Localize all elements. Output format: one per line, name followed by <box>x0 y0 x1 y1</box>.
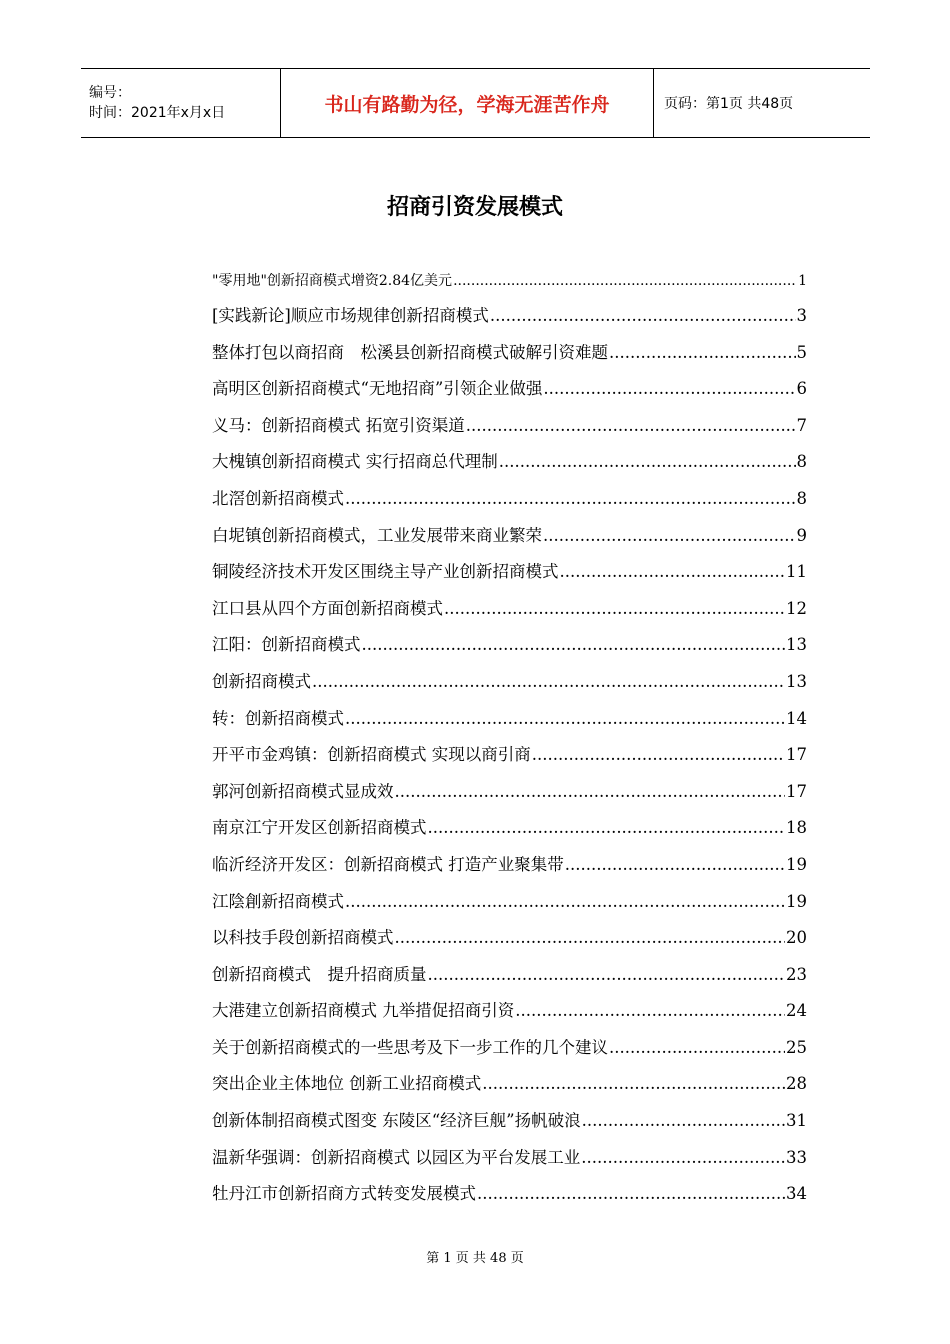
toc-entry-page: 17 <box>786 745 807 765</box>
toc-entry-title: 温新华强调：创新招商模式 以园区为平台发展工业 <box>212 1147 581 1167</box>
toc-entry-page: 3 <box>796 306 807 325</box>
toc-leader-dots <box>490 306 796 325</box>
toc-entry[interactable] <box>212 741 807 778</box>
toc-leader-dots <box>362 635 786 654</box>
toc-entry-page: 7 <box>796 415 807 435</box>
toc-leader-dots <box>428 965 786 984</box>
page-header <box>81 68 870 138</box>
toc-entry-page: 13 <box>786 635 807 655</box>
toc-entry-page: 34 <box>786 1184 807 1204</box>
toc-entry-title: 创新招商模式 <box>212 671 311 691</box>
toc-leader-dots <box>428 818 786 837</box>
toc-entry[interactable] <box>212 778 807 815</box>
toc-entry[interactable] <box>212 302 807 339</box>
toc-entry-page: 1 <box>798 273 807 289</box>
toc-entry-page: 5 <box>796 342 807 362</box>
toc-entry[interactable] <box>212 1070 807 1107</box>
toc-entry-title: 创新招商模式 提升招商质量 <box>212 964 427 984</box>
toc-leader-dots <box>345 892 785 911</box>
toc-leader-dots <box>499 452 796 471</box>
toc-leader-dots <box>345 709 785 728</box>
toc-leader-dots <box>312 672 785 691</box>
toc-leader-dots <box>395 928 786 947</box>
document-title: 招商引资发展模式 <box>386 195 563 220</box>
toc-leader-dots <box>395 782 786 801</box>
toc-entry[interactable] <box>212 522 807 559</box>
toc-entry-page: 31 <box>786 1111 807 1131</box>
toc-entry[interactable] <box>212 631 807 668</box>
toc-entry-page: 28 <box>786 1074 807 1094</box>
header-page-info <box>654 69 870 137</box>
toc-leader-dots <box>609 343 796 362</box>
toc-entry[interactable] <box>212 888 807 925</box>
toc-leader-dots <box>609 1038 785 1057</box>
toc-entry[interactable] <box>212 485 807 522</box>
toc-leader-dots <box>582 1111 785 1130</box>
toc-entry-title: 转：创新招商模式 <box>212 708 344 728</box>
toc-entry-title: 关于创新招商模式的一些思考及下一步工作的几个建议 <box>212 1037 608 1057</box>
toc-entry[interactable] <box>212 558 807 595</box>
toc-entry[interactable] <box>212 595 807 632</box>
toc-entry-page: 20 <box>786 928 807 948</box>
toc-entry[interactable] <box>212 1107 807 1144</box>
toc-entry[interactable] <box>212 448 807 485</box>
header-motto <box>281 69 654 137</box>
toc-entry-title: 开平市金鸡镇：创新招商模式 实现以商引商 <box>212 745 531 765</box>
toc-leader-dots <box>482 1074 785 1093</box>
toc-entry[interactable] <box>212 1180 807 1217</box>
toc-entry-title: 义马：创新招商模式 拓宽引资渠道 <box>212 415 465 435</box>
toc-entry-title: 牡丹江市创新招商方式转变发展模式 <box>212 1184 476 1204</box>
toc-leader-dots <box>345 489 796 508</box>
toc-leader-dots <box>466 416 796 435</box>
toc-entry[interactable] <box>212 1144 807 1181</box>
toc-entry-page: 19 <box>786 854 807 874</box>
toc-entry[interactable] <box>212 339 807 376</box>
toc-leader-dots <box>565 855 785 874</box>
header-meta <box>81 69 281 137</box>
toc-entry-title: 整体打包以商招商 松溪县创新招商模式破解引资难题 <box>212 342 608 362</box>
toc-leader-dots <box>581 1148 785 1167</box>
toc-leader-dots <box>543 526 796 545</box>
toc-entry-page: 8 <box>796 452 807 472</box>
toc-entry-page: 23 <box>786 964 807 984</box>
toc-entry-title: 北滘创新招商模式 <box>212 488 344 508</box>
toc-entry-page: 6 <box>796 379 807 399</box>
toc-entry[interactable] <box>212 375 807 412</box>
toc-entry-page: 24 <box>786 1001 807 1021</box>
toc-entry-title: [实践新论]顺应市场规律创新招商模式 <box>212 306 489 325</box>
toc-entry-page: 13 <box>786 671 807 691</box>
toc-entry[interactable] <box>212 924 807 961</box>
page-footer: 第 1 页 共 48 页 <box>426 1251 524 1266</box>
toc-entry-page: 11 <box>786 562 807 582</box>
toc-entry[interactable] <box>212 814 807 851</box>
toc-entry-title: 江口县从四个方面创新招商模式 <box>212 598 443 618</box>
toc-entry-title: 突出企业主体地位 创新工业招商模式 <box>212 1074 482 1094</box>
toc-entry[interactable] <box>212 961 807 998</box>
toc-entry-title: 创新体制招商模式图变 东陵区“经济巨舰”扬帆破浪 <box>212 1111 581 1131</box>
toc-entry-page: 33 <box>786 1147 807 1167</box>
table-of-contents <box>212 270 807 1217</box>
toc-entry-title: 大槐镇创新招商模式 实行招商总代理制 <box>212 452 498 472</box>
toc-entry-page: 18 <box>786 818 807 838</box>
toc-entry-title: 以科技手段创新招商模式 <box>212 928 394 948</box>
toc-entry-title: 南京江宁开发区创新招商模式 <box>212 818 427 838</box>
toc-entry[interactable] <box>212 851 807 888</box>
toc-entry-page: 14 <box>786 708 807 728</box>
page-info-text: 页码：第1页 共48页 <box>664 96 794 112</box>
toc-entry-page: 17 <box>786 781 807 801</box>
toc-leader-dots <box>515 1001 785 1020</box>
number-label: 编号： <box>89 85 131 101</box>
toc-entry-title: 江陰創新招商模式 <box>212 891 344 911</box>
toc-entry-page: 8 <box>796 488 807 508</box>
toc-leader-dots <box>444 599 785 618</box>
toc-entry-title: 高明区创新招商模式“无地招商”引领企业做强 <box>212 379 543 399</box>
toc-leader-dots <box>543 379 795 398</box>
toc-entry-page: 12 <box>786 598 807 618</box>
toc-entry-title: 临沂经济开发区：创新招商模式 打造产业聚集带 <box>212 854 564 874</box>
toc-entry-page: 19 <box>786 891 807 911</box>
toc-entry-title: 铜陵经济技术开发区围绕主导产业创新招商模式 <box>212 562 559 582</box>
toc-entry-title: "零用地"创新招商模式增资2.84亿美元 <box>212 273 453 289</box>
toc-entry[interactable] <box>212 668 807 705</box>
toc-entry-page: 9 <box>796 525 807 545</box>
toc-entry[interactable] <box>212 412 807 449</box>
toc-entry-page: 25 <box>786 1037 807 1057</box>
toc-entry-title: 白坭镇创新招商模式，工业发展带来商业繁荣 <box>212 525 542 545</box>
time-label: 时间：2021年x月x日 <box>89 105 226 121</box>
toc-leader-dots <box>453 273 797 289</box>
toc-entry[interactable] <box>212 270 807 302</box>
toc-entry-title: 江阳：创新招商模式 <box>212 635 361 655</box>
toc-entry[interactable] <box>212 997 807 1034</box>
toc-entry-title: 郭河创新招商模式显成效 <box>212 781 394 801</box>
toc-entry-title: 大港建立创新招商模式 九举措促招商引资 <box>212 1001 515 1021</box>
toc-leader-dots <box>532 745 785 764</box>
toc-entry[interactable] <box>212 1034 807 1071</box>
toc-leader-dots <box>477 1184 785 1203</box>
toc-entry[interactable] <box>212 705 807 742</box>
toc-leader-dots <box>560 562 786 581</box>
motto-text: 书山有路勤为径，学海无涯苦作舟 <box>324 93 610 116</box>
